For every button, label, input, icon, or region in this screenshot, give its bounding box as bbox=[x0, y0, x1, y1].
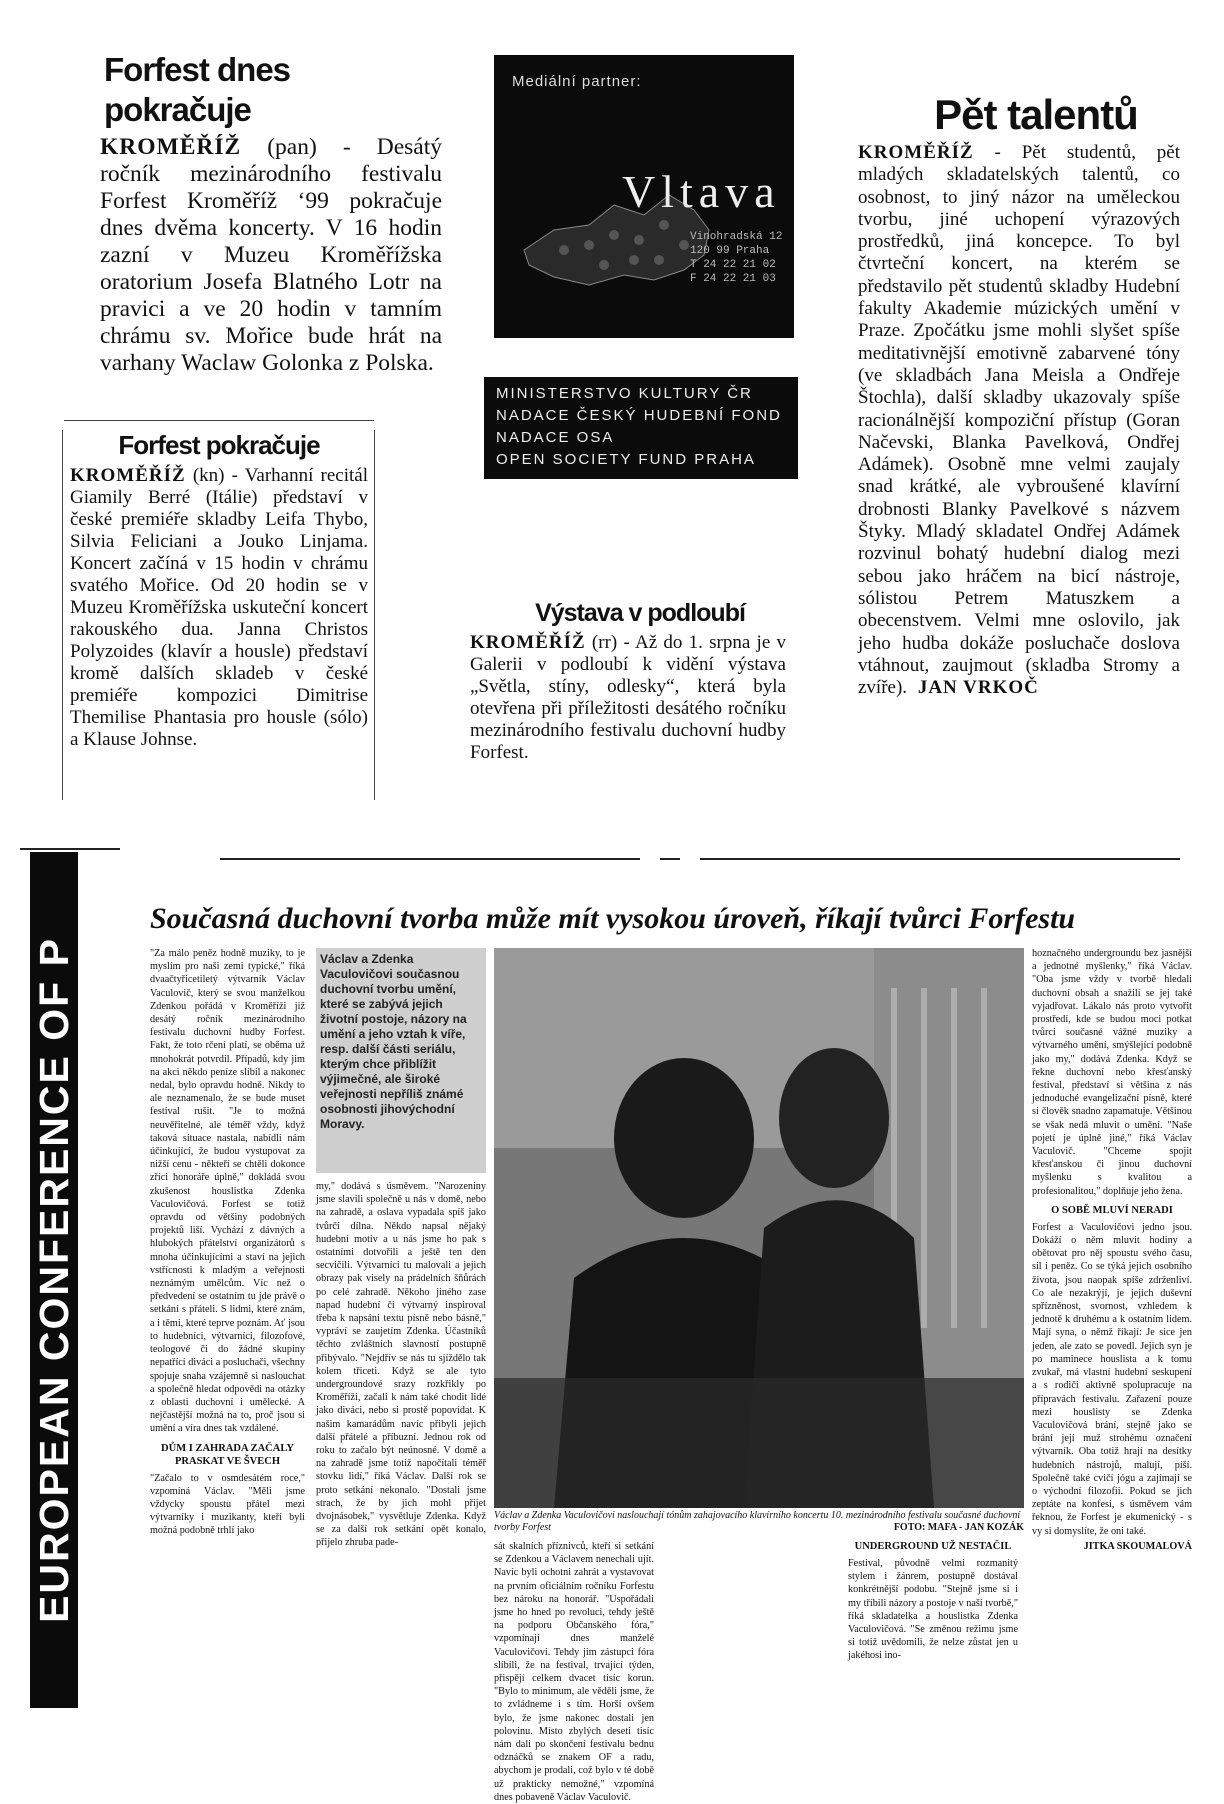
quote-box: Václav a Zdenka Vaculovičovi současnou duchovní tvorbu umění, které se zabývá jejich životní postoje, názory na umění a jeho vztah k víře, resp. další části seriálu, kterým chce přiblížit výjimečné, ale široké veřejnosti nepříliš známé osobnosti jihovýchodní Moravy. bbox=[316, 948, 486, 1173]
feature-headline: Současná duchovní tvorba může mít vysokou úroveň, říkají tvůrci Forfestu bbox=[150, 902, 1076, 935]
divider bbox=[220, 858, 640, 860]
article-title: Forfest dnes pokračuje bbox=[104, 51, 291, 128]
ad-contact-line: Vinohradská 12 bbox=[690, 231, 783, 243]
column-text: sát skalních příznivců, kteří si setkání se Zdenkou a Václavem nenechali ujít. Navíc byli ochotni zahrát a vystavovat na prvním oficiálním ročníku Forfestu bez nároku na honorář. "Uspořádali jsme ho hned po revoluci, tehdy ještě na podporu Občanského fóra," vzpomínají dnes manželé Vaculovičovi. Tehdy jim zástupci fóra slíbili, že na festival, trvající týden, přispějí celkem dvacet tisíc korun. "Bylo to minimum, ale věděli jsme, že to zvládneme i s tím. Horší ovšem bylo, že jsme nakonec dostali jen polovinu. Místo zbylých deseti tisíc nám dali po skončení festivalu bednu odznáčků se znakem OF a radu, abychom je prodali, což bylo v té době už prakticky nemožné," vzpomíná dnes pobaveně Václav Vaculovič. bbox=[494, 1541, 654, 1803]
article-forfest-pokracuje bbox=[64, 420, 374, 751]
subheading: O SOBĚ MLUVÍ NERADI bbox=[1051, 1204, 1173, 1216]
photo-image bbox=[494, 948, 1024, 1508]
radio-ad bbox=[494, 55, 794, 338]
article-body bbox=[70, 465, 368, 751]
photo-caption bbox=[494, 1510, 1024, 1534]
column-text: hoznačného undergroundu bez jasnější a jednotné myšlenky," říká Václav. "Oba jsme vždy v tvorbě hledali duchovní obsah a snažili se jej také vyjadřovat. Lákalo nás proto vytvořit prostředí, kde se budou moci potkat tvůrci současné vážné muziky a výtvarného umění, smýšlející podobně jako my," dodává Zdenka. Když se řekne duchovní nebo křesťanský festival, představí si většina z nás jednoduché evangelizační písně, které si člověk snadno zapamatuje. Většinou se však nedá mluvit o umění. "Naše pojetí je úplně jiné," říká Václav Vaculovič. "Chceme spojit křesťanskou či jinou duchovní myšlenku s kvalitou a profesionalitou," doplňuje jeho žena. bbox=[1032, 948, 1192, 1197]
side-banner-text: EUROPEAN CONFERENCE OF P bbox=[31, 937, 77, 1623]
feature-column bbox=[316, 1180, 486, 1550]
feature-column bbox=[848, 1534, 1018, 1663]
ad-heading: Mediální partner: bbox=[512, 73, 642, 90]
sponsor-item: MINISTERSTVO KULTURY ČR bbox=[496, 385, 753, 402]
article-dateline: KROMĚŘÍŽ bbox=[470, 632, 586, 653]
divider bbox=[20, 848, 120, 850]
feature-column bbox=[663, 1540, 823, 1553]
sponsor-item: NADACE ČESKÝ HUDEBNÍ FOND bbox=[496, 407, 782, 424]
column-text: my," dodává s úsměvem. "Narozeniny jsme slavili společně u nás v domě, nebo na zahradě, a oslava vypadala spíš jako tvůrčí dílna. Někdo napsal nějaký hudební motiv a u nás jsme ho pak s ostatními dotvořili a ještě ten den secvičili. Výtvarníci tu malovali a jejich obrazy pak visely na prádelních šňůrách po celé zahradě. Někoho jiného zase napad hudební či výtvarný inspiroval třeba k napsání textu písně nebo básně," vypráví se zaujetím Zdenka. Účastníků těchto zvláštních slavností postupně přibývalo. "Nejdřív se nás tu sjíždělo tak kolem třiceti. Když se ale tyto undergroundové srazy rozkřikly po Kroměříži, začali k nám také chodit lidé jako diváci, nebo si prostě popovídat. K našim kamarádům navíc přibyli jejich další přátelé a příbuzní. Jednou rok od roku to začalo být neúnosné. V domě a na zahradě jsme totiž napočítali téměř stovku lidí," říká Václav. Další rok se proto setkání nekonalo. "Dostali jsme strach, že by jich mohl přijet dvojnásobek," vysvětluje Zdenka. Když se za další rok setkání opět konalo, přijelo zhruba pade- bbox=[316, 1181, 486, 1549]
feature-column bbox=[494, 1540, 654, 1804]
article-forfest-dnes bbox=[72, 50, 442, 377]
article-body bbox=[100, 134, 442, 377]
subheading: DŮM I ZAHRADA ZAČALY PRASKAT VE ŠVECH bbox=[161, 1442, 294, 1467]
column-text bbox=[663, 1540, 823, 1553]
feature-photo bbox=[494, 948, 1024, 1508]
column-text: "Začalo to v osmdesátém roce," vzpomíná Václav. "Měli jsme vždycky spoustu přátel mezi výtvarníky i muzikanty, kteří byli možná podobně trhlí jako bbox=[150, 1472, 305, 1537]
caption-text: Václav a Zdenka Vaculovičovi naslouchají tónům zahajovacího klavírního koncertu 10. mezinárodního festivalu současné duchovní tvorby Forfest bbox=[494, 1510, 1021, 1533]
article-dateline: KROMĚŘÍŽ bbox=[858, 142, 974, 163]
photo-credit: FOTO: MAFA - JAN KOZÁK bbox=[893, 1522, 1024, 1533]
feature-column bbox=[1032, 947, 1192, 1553]
ad-contact-line: T 24 22 21 02 bbox=[690, 259, 776, 271]
article-author: JITKA SKOUMALOVÁ bbox=[1083, 1540, 1192, 1552]
sponsors-box bbox=[484, 377, 798, 479]
side-banner bbox=[30, 852, 78, 1708]
article-title: Forfest pokračuje bbox=[118, 430, 320, 460]
article-text: (pan) - Desátý ročník mezinárodního festivalu Forfest Kroměříž ‘99 pokračuje dnes dvěma koncerty. V 16 hodin zazní v Muzeu Kroměřížska oratorium Josefa Blatného Lotr na pravici a ve 20 hodin v tamním chrámu sv. Mořice bude hrát na varhany Waclaw Golonka z Polska. bbox=[100, 134, 442, 376]
feature-column bbox=[150, 947, 305, 1538]
article-body bbox=[858, 142, 1180, 699]
column-text: Festival, původně velmi rozmanitý stylem i žánrem, postupně dostával konkrétnější podobu. "Stejně jsme si i my tříbili názory a postoje v naší tvorbě," říká skladatelka a houslistka Zdenka Vaculovičová. "Se změnou režimu jsme si totiž uvědomili, že nelze zůstat jen u jakéhosi ino- bbox=[848, 1558, 1018, 1662]
ad-logo: Vltava bbox=[622, 166, 781, 217]
article-vystava bbox=[470, 598, 786, 764]
divider bbox=[660, 858, 680, 860]
sponsor-item: OPEN SOCIETY FUND PRAHA bbox=[496, 451, 756, 468]
sponsor-item: NADACE OSA bbox=[496, 429, 615, 446]
article-dateline: KROMĚŘÍŽ bbox=[100, 134, 242, 160]
divider bbox=[700, 858, 1180, 860]
article-dateline: KROMĚŘÍŽ bbox=[70, 465, 186, 486]
article-body bbox=[470, 632, 786, 764]
article-text: (kn) - Varhanní recitál Giamily Berré (Itálie) představí v české premiéře skladby Leifa Thybo, Silvia Feliciani a Jouko Linjama. Koncert začíná v 15 hodin v chrámu svatého Mořice. Od 20 hodin se v Muzeu Kroměřížska uskuteční koncert rakouského dua. Janna Christos Polyzoides (klavír a housle) představí kromě dalších skladeb v české premiéře kompozici Dimitrise Themilise Phantasia pro housle (sólo) a Klause Johnse. bbox=[70, 465, 368, 750]
column-text: "Za málo peněz hodně muziky, to je myslím pro naši zemi typické," říká dvaačtyřicetiletý výtvarník Václav Vaculovič, který se svou manželkou Zdenkou pořádá v Kroměříži již desátý ročník mezinárodního festivalu duchovní hudby Forfest. Fakt, že toto rčení platí, se oběma už mnohokrát potvrdil. Případů, kdy jim na akci někdo peníze slíbil a nakonec nedal, bylo opravdu hodně. Nikdy to ale neznamenalo, že se bude muset festival rušit. "Je to možná neuvěřitelné, ale téměř vždy, když taková situace nastala, nabídli nám účinkující, že budou vystupovat za nižší cenu - někteří se chtěli dokonce zříci honoráře úplně," dokládá svou zkušenost houslistka Zdenka Vaculovičová. Forfest se totiž opravdu od většiny podobných projektů liší. Vychází z dávných a hlubokých přátelství organizátorů s mnoha účinkujícími a staví na jejich vstřícnosti k mladým a veřejnosti neznámým umělcům. Víc než o předvedení se ostatním tu jde právě o setkání s přáteli. S lidmi, které znám, a i těmi, které teprve poznám. Ať jsou to hudebníci, výtvarníci, filozofové, teologové či do žádné skupiny nepatřící diváci a posluchači, všechny spojuje snaha vzájemně si naslouchat a společně hledat odpovědi na otázky z oblasti duchovní i umělecké. A nejčastější možná na to, proč jsou si umění a víra dnes tak vzdálené. bbox=[150, 948, 305, 1435]
article-pet-talentu bbox=[858, 90, 1180, 699]
ad-contact-line: 120 99 Praha bbox=[690, 245, 770, 257]
ad-contact bbox=[690, 230, 782, 286]
article-text: (rr) - Až do 1. srpna je v Galerii v podloubí k vidění výstava „Světla, stíny, odlesky“, která byla otevřena při příležitosti desátého ročníku mezinárodního festivalu duchovní hudby Forfest. bbox=[470, 632, 786, 763]
column-text: Forfest a Vaculovičovi jedno jsou. Dokáží o něm mluvit hodiny a obětovat pro něj spoustu svého času, sil i peněz. Co se týká jejich osobního života, jsou naopak spíše zdrženliví. Co ale nezakrýjí, je jejich duševní spřízněnost, svornost, vzhledem k jednotě k druhému a k ostatním lidem. Mají syna, o němž říkají: Je sice jen jeden, ale zato se povedl. Jejich syn je po maminece houslista a k tomu zvukař, má vlastní hudební seskupení a s rodiči aktivně spolupracuje na přípravách festivalu. Zařazení pouze mezi houslisty se Zdenka Vaculovičová brání, stejně jako se brání její muž strohému označení výtvarník. Oba totiž hrají na desítky hudebních nástrojů, malují, píší. Společně také cvičí jógu a zajímají se o východní filozofii. Pokud se jich zeptáte na konfesi, s úsměvem vám řeknou, že Forfest je ekumenický - s vy si domyslíte, že oni také. bbox=[1032, 1221, 1192, 1537]
article-title: Pět talentů bbox=[934, 91, 1138, 138]
subheading: UNDERGROUND UŽ NESTAČIL bbox=[854, 1541, 1012, 1552]
article-text: - Pět studentů, pět mladých skladatelských talentů, co osobnost, to jiný názor na uměleckou tvorbu, jiné uchopení výrazových prostředků, jiná koncepce. To byl čtvrteční koncert, na kterém se představilo pět studentů skladby Hudební fakulty Akademie múzických umění v Praze. Zpočátku jsme mohli slyšet spíše meditativnější emotivně zabarvené tóny (ve skladbách Jana Meisla a Ondřeje Štochla), další skladby ukazovaly spíše racionálnější kompoziční přístup (Goran Načevski, Blanka Pavelková, Ondřej Adámek). Osobně mne velmi zaujaly snad krátké, ale vybroušené klavírní drobnosti Blanky Pavelkové s názvem Štyky. Mladý skladatel Ondřej Adámek rozvinul bohatý hudební dialog mezi sebou jako hráčem na bicí nástroje, sólistou Petrem Matuszkem a obecenstvem. Velmi mne oslovilo, jak jeho hudba dokáže posluchače doslova vtáhnout, zaujmout (skladba Stromy a zvíře). bbox=[858, 142, 1180, 699]
ad-contact-line: F 24 22 21 03 bbox=[690, 273, 776, 285]
article-title: Výstava v podloubí bbox=[535, 599, 745, 627]
article-author: JAN VRKOČ bbox=[917, 677, 1039, 699]
